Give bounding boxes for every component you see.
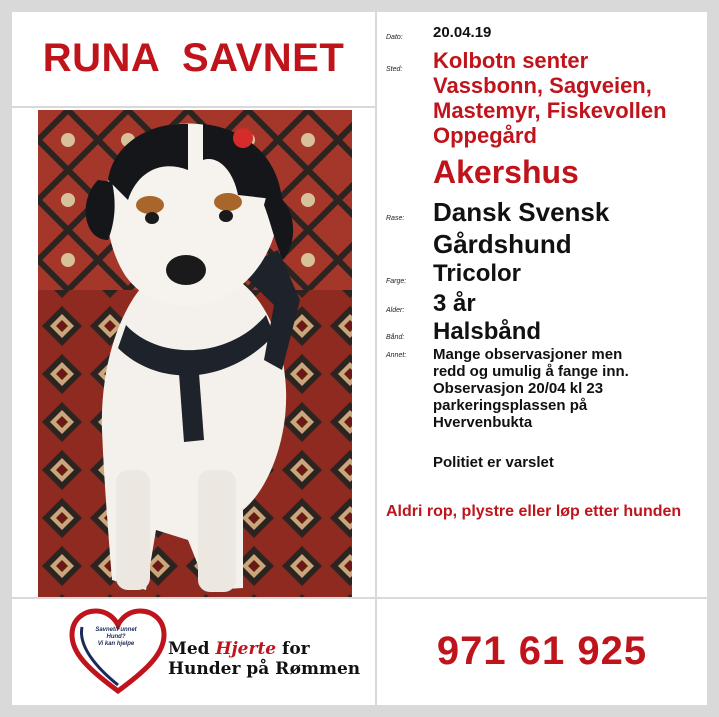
- breed-value: [433, 196, 609, 260]
- age-value: 3 år: [433, 290, 476, 317]
- logo-text: [168, 639, 360, 679]
- other-line: parkeringsplassen på: [433, 397, 588, 414]
- logo-heart-word: Hjerte: [215, 639, 277, 659]
- breed-label: Rase:: [386, 215, 405, 222]
- breed-line: Dansk Svensk: [433, 197, 610, 227]
- logo-heart-text: [90, 627, 142, 648]
- date-value: 20.04.19: [433, 24, 492, 41]
- poster-title: RUNA SAVNET: [42, 36, 345, 80]
- leash-label: Bånd:: [386, 334, 405, 341]
- phone-number: 971 61 925: [436, 629, 648, 673]
- title-panel: [12, 12, 375, 106]
- leash-value: Halsbånd: [433, 318, 542, 345]
- other-label: Annet:: [386, 352, 407, 359]
- region-value: Akershus: [433, 154, 579, 190]
- age-label: Alder:: [386, 307, 405, 314]
- other-line: redd og umulig å fange inn.: [433, 363, 629, 380]
- logo-heart-line: Vi kan hjelpe: [97, 641, 135, 647]
- info-panel: [377, 12, 707, 597]
- place-line: Mastemyr, Fiskevollen: [433, 98, 667, 123]
- breed-line: Gårdshund: [433, 229, 572, 259]
- other-line: Mange observasjoner men: [433, 346, 623, 363]
- place-line: Vassbonn, Sagveien,: [433, 73, 652, 98]
- place-value: [433, 48, 667, 148]
- police-note: Politiet er varslet: [433, 454, 554, 471]
- color-value: Tricolor: [433, 260, 522, 287]
- date-label: Dato:: [386, 34, 403, 41]
- other-value: [433, 346, 629, 431]
- other-line: Observasjon 20/04 kl 23: [433, 380, 604, 397]
- place-line: Oppegård: [433, 123, 537, 148]
- warning-text: Aldri rop, plystre eller løp etter hunden: [386, 503, 682, 520]
- phone-panel: [377, 599, 707, 705]
- place-label: Sted:: [386, 66, 403, 73]
- logo-line2: Hunder på Rømmen: [168, 659, 361, 679]
- photo-panel: [12, 108, 375, 597]
- heart-icon: [68, 607, 168, 697]
- place-line: Kolbotn senter: [433, 48, 589, 73]
- other-line: Hvervenbukta: [433, 414, 533, 431]
- logo-heart-line: Savnet/Funnet: [95, 627, 137, 633]
- logo-panel: [12, 599, 375, 705]
- logo-heart-line: Hund?: [106, 634, 126, 640]
- dog-photo: [38, 110, 352, 597]
- color-label: Farge:: [386, 278, 407, 285]
- organization-logo: [68, 607, 361, 697]
- logo-suffix: for: [276, 639, 310, 659]
- logo-prefix: Med: [168, 639, 216, 659]
